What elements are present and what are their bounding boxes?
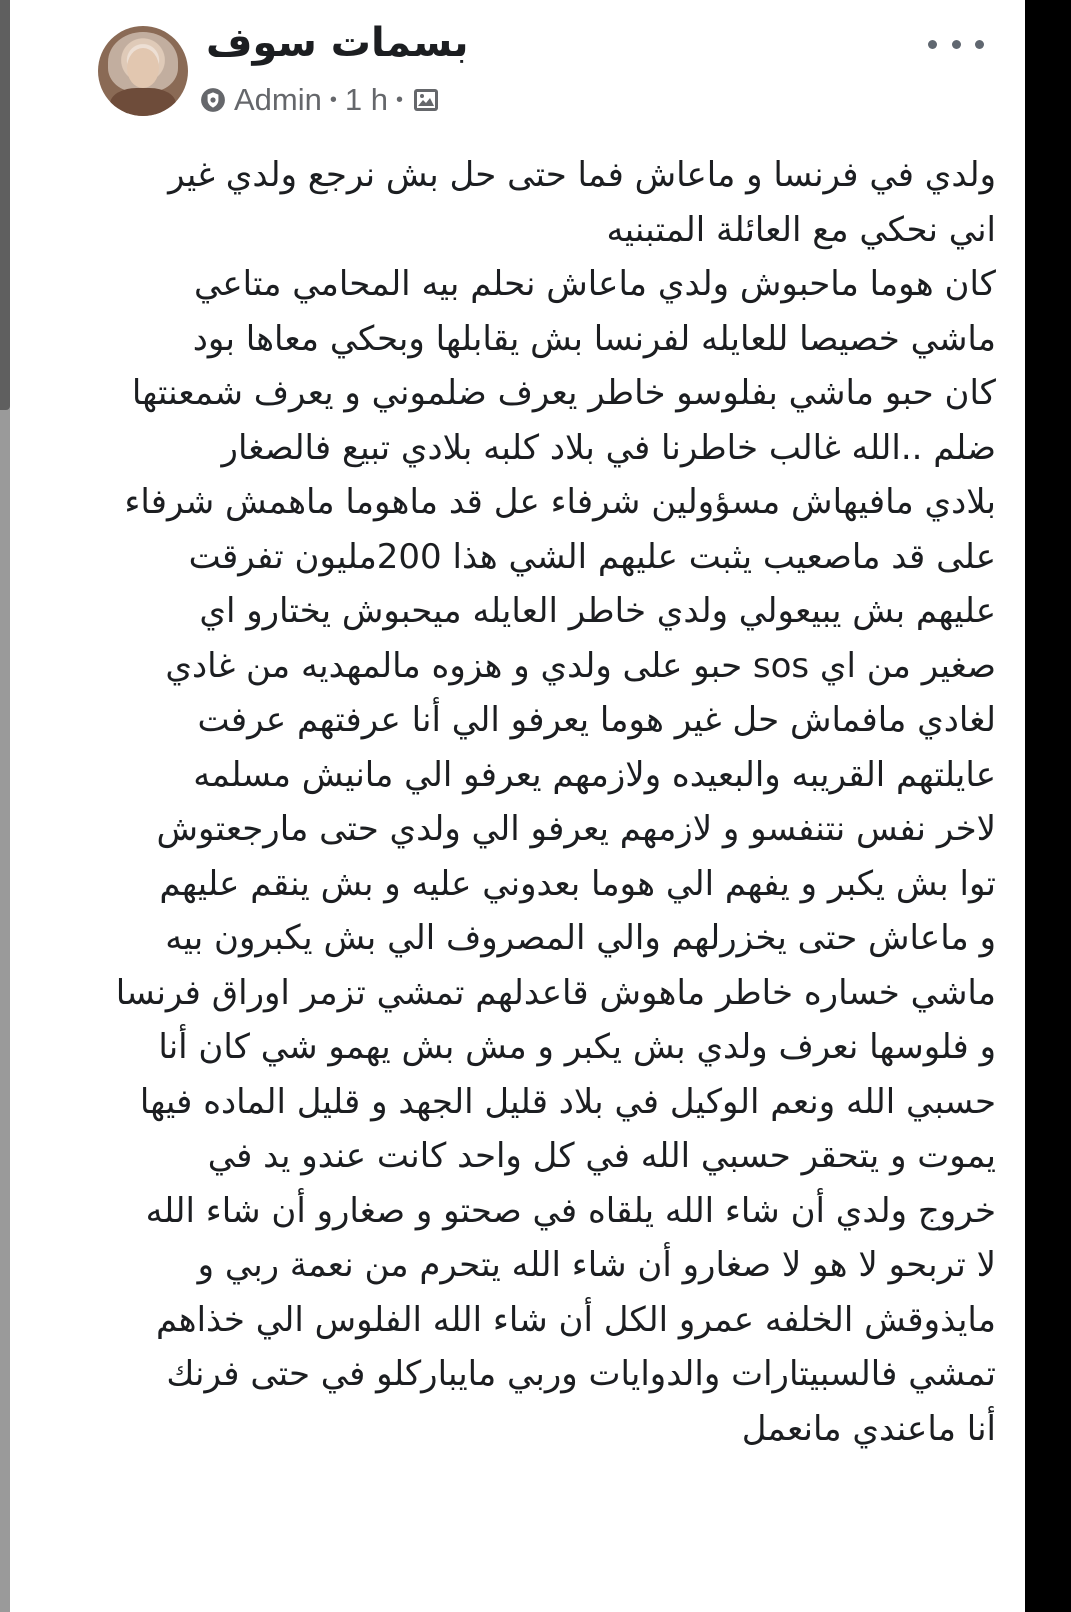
more-options-button[interactable] (928, 32, 984, 56)
post-text-line: عليهم بش يبيعولي ولدي خاطر العايله ميحبوش يختارو اي (199, 591, 996, 631)
more-icon-dot (975, 40, 984, 49)
post-text-line: مايذوقش الخلفه عمرو الكل أن شاء الله الفلوس الي خذاهم (156, 1299, 996, 1340)
meta-separator: • (396, 88, 404, 111)
post-text-line: أنا ماعندي مانعمل (741, 1408, 996, 1449)
post-text-line: لا تربحو لا هو لا صغارو أن شاء الله يتحرم من نعمة ربي و (197, 1245, 996, 1285)
post-text-line: بلادي مافيهاش مسؤولين شرفاء عل قد ماهوما ماهمش شرفاء (124, 482, 996, 522)
avatar[interactable] (98, 26, 188, 116)
post-text-line: ولدي في فرنسا و ماعاش فما حتى حل بش نرجع ولدي غير (168, 155, 996, 195)
post-text-line: اني نحكي مع العائلة المتبنيه (606, 209, 996, 250)
meta-separator: • (329, 88, 337, 111)
post-text-line: ماشي خساره خاطر ماهوش قاعدلهم تمشي تزمر اوراق فرنسا (115, 972, 996, 1013)
post-text-line: تمشي فالسبيتارات والدوايات وربي مايباركلو في حتى فرنك (166, 1354, 996, 1394)
post-text-line: على قد ماصعيب يثبت عليهم الشي هذا 200مليون تفرقت (188, 536, 996, 577)
post-text-line: كان حبو ماشي بفلوسو خاطر يعرف ضلموني و يعرف شمعنتها (131, 373, 996, 413)
post-text (94, 148, 996, 1456)
post-card (58, 0, 1025, 1612)
more-icon-dot (952, 40, 961, 49)
role-label: Admin (234, 82, 322, 117)
photo-icon[interactable] (413, 88, 439, 112)
shield-icon (200, 87, 226, 113)
author-name[interactable]: بسمات سوف (206, 20, 469, 66)
post-text-line: ضلم ..الله غالب خاطرنا في بلاد كلبه بلادي تبيع فالصغار (221, 427, 996, 468)
post-meta (200, 82, 439, 118)
avatar-body (110, 88, 176, 116)
post-text-line: لاخر نفس نتنفسو و لازمهم يعرفو الي ولدي حتى مارجعتوش (156, 809, 996, 849)
post-text-line: يموت و يتحقر حسبي الله في كل واحد كانت عندو يد في (207, 1136, 996, 1176)
right-edge-strip (1025, 0, 1071, 1612)
post-time[interactable]: 1 h (344, 82, 388, 117)
post-text-line: لغادي مافماش حل غير هوما يعرفو الي أنا عرفتهم عرفت (197, 700, 996, 740)
post-text-line: حسبي الله ونعم الوكيل في بلاد قليل الجهد و قليل الماده فيها (139, 1081, 996, 1122)
post-text-line: و ماعاش حتى يخزرلهم والي المصروف الي بش يكبرون بيه (165, 918, 996, 958)
post-text-line: صغير من اي sos حبو على ولدي و هزوه مالمهديه من غادي (165, 645, 996, 686)
avatar-face (127, 48, 159, 88)
post-text-line: عايلتهم القريبه والبعيده ولازمهم يعرفو الي مانيش مسلمه (193, 754, 996, 795)
more-icon-dot (928, 40, 937, 49)
left-edge-strip (0, 0, 10, 1612)
post-text-line: خروج ولدي أن شاء الله يلقاه في صحتو و صغارو أن شاء الله (145, 1190, 996, 1231)
post-text-line: كان هوما ماحبوش ولدي ماعاش نحلم بيه المحامي متاعي (194, 264, 996, 304)
edge-handle (0, 0, 10, 410)
post-text-line: ماشي خصيصا للعايله لفرنسا بش يقابلها وبحكي معاها بود (192, 318, 996, 359)
post-text-line: توا بش يكبر و يفهم الي هوما بعدوني عليه و بش ينقم عليهم (159, 863, 996, 904)
post-text-line: و فلوسها نعرف ولدي بش يكبر و مش بش يهمو شي كان أنا (158, 1027, 996, 1067)
